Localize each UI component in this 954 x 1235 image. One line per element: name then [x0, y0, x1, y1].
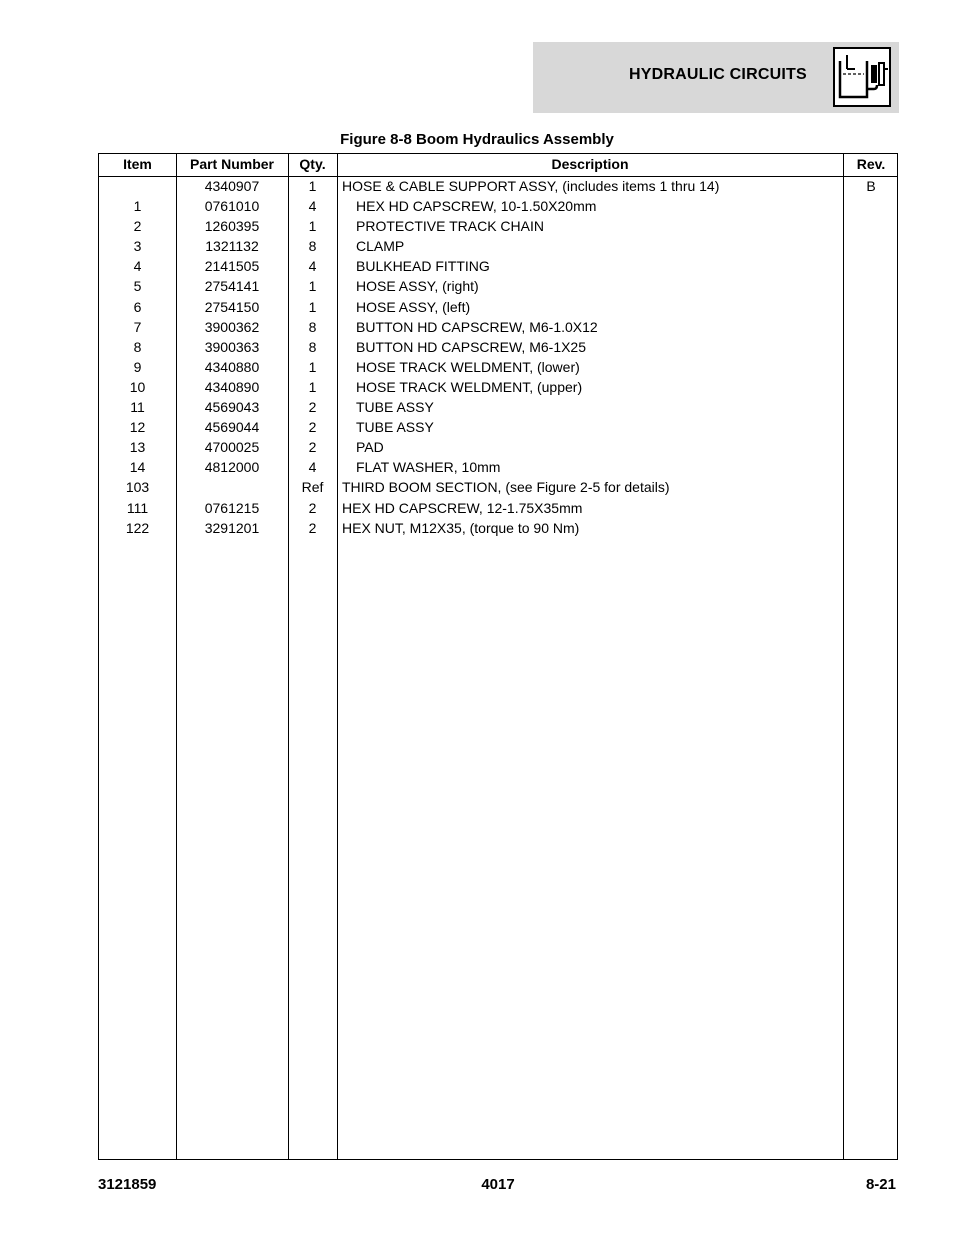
part-number-cell: 0761010	[204, 198, 260, 215]
qty-cell: 8	[308, 238, 317, 255]
description-cell: HOSE TRACK WELDMENT, (upper)	[356, 378, 583, 395]
qty-cell: 1	[308, 298, 317, 315]
column-header-rev: Rev.	[856, 156, 886, 172]
part-number-cell: 4340890	[204, 378, 260, 395]
qty-cell: 2	[308, 399, 317, 416]
part-number-cell: 1321132	[205, 238, 259, 255]
table-row	[99, 357, 897, 377]
part-number-cell: 2754141	[204, 278, 260, 295]
part-number-cell: 1260395	[204, 218, 260, 235]
item-cell: 2	[133, 218, 142, 235]
hydraulic-reservoir-icon	[833, 47, 891, 107]
column-header-description: Description	[551, 156, 629, 172]
table-row	[99, 337, 897, 357]
qty-cell: 2	[308, 419, 317, 436]
part-number-cell: 2141505	[204, 258, 260, 275]
item-cell: 3	[133, 238, 142, 255]
section-header-band	[533, 42, 899, 113]
footer-date-code: 4017	[481, 1176, 515, 1193]
item-cell: 9	[133, 358, 142, 375]
item-cell: 103	[125, 479, 150, 496]
item-cell: 13	[129, 439, 146, 456]
item-cell: 6	[133, 298, 142, 315]
description-cell: HOSE ASSY, (left)	[356, 298, 471, 315]
part-number-cell: 4569043	[204, 399, 260, 416]
item-cell: 111	[126, 499, 149, 516]
column-header-qty: Qty.	[299, 156, 326, 172]
description-cell: HEX NUT, M12X35, (torque to 90 Nm)	[342, 519, 580, 536]
qty-cell: 8	[308, 338, 317, 355]
qty-cell: 1	[308, 218, 317, 235]
qty-cell: 1	[308, 378, 317, 395]
table-row	[99, 176, 897, 196]
description-cell: BUTTON HD CAPSCREW, M6-1.0X12	[356, 318, 598, 335]
table-row	[99, 498, 897, 518]
figure-title: Figure 8-8 Boom Hydraulics Assembly	[340, 131, 614, 148]
description-cell: PAD	[356, 439, 384, 456]
qty-cell: 4	[308, 459, 317, 476]
qty-cell: 2	[308, 519, 317, 536]
table-body	[99, 176, 897, 538]
item-cell: 4	[133, 258, 142, 275]
item-cell: 7	[133, 318, 142, 335]
part-number-cell: 4340907	[204, 178, 260, 194]
description-cell: TUBE ASSY	[356, 419, 434, 436]
item-cell: 10	[129, 378, 146, 395]
table-row	[99, 256, 897, 276]
table-row	[99, 518, 897, 538]
table-row	[99, 196, 897, 216]
description-cell: FLAT WASHER, 10mm	[356, 459, 501, 476]
description-cell: BUTTON HD CAPSCREW, M6-1X25	[356, 338, 587, 355]
qty-cell: 4	[308, 258, 317, 275]
item-cell: 122	[125, 519, 150, 536]
table-row	[99, 297, 897, 317]
table-row	[99, 397, 897, 417]
qty-cell: 1	[308, 278, 317, 295]
parts-table	[98, 153, 898, 1160]
table-row	[99, 417, 897, 437]
column-header-item: Item	[123, 156, 152, 172]
qty-cell: Ref	[301, 479, 324, 496]
part-number-cell: 3900363	[204, 338, 260, 355]
table-row	[99, 437, 897, 457]
section-title: HYDRAULIC CIRCUITS	[629, 66, 807, 83]
description-cell: HEX HD CAPSCREW, 12-1.75X35mm	[342, 499, 583, 516]
part-number-cell: 4700025	[204, 439, 260, 456]
part-number-cell: 4812000	[204, 459, 260, 476]
part-number-cell: 0761215	[204, 499, 260, 516]
item-cell: 1	[133, 198, 142, 215]
part-number-cell: 3900362	[204, 318, 260, 335]
table-row	[99, 317, 897, 337]
item-cell: 5	[133, 278, 142, 295]
qty-cell: 8	[308, 318, 317, 335]
item-cell: 12	[129, 419, 146, 436]
part-number-cell: 4340880	[204, 358, 260, 375]
description-cell: HEX HD CAPSCREW, 10-1.50X20mm	[356, 198, 597, 215]
table-row	[99, 377, 897, 397]
table-row	[99, 477, 897, 497]
description-cell: BULKHEAD FITTING	[356, 258, 490, 275]
description-cell: HOSE ASSY, (right)	[356, 278, 479, 295]
description-cell: HOSE TRACK WELDMENT, (lower)	[356, 358, 580, 375]
description-cell: PROTECTIVE TRACK CHAIN	[356, 218, 544, 235]
footer-publication-number: 3121859	[98, 1176, 157, 1193]
part-number-cell: 3291201	[204, 519, 260, 536]
description-cell: TUBE ASSY	[356, 399, 434, 416]
item-cell: 11	[130, 399, 145, 416]
description-cell: HOSE & CABLE SUPPORT ASSY, (includes items 1 thru 14)	[342, 178, 720, 194]
qty-cell: 1	[308, 178, 317, 194]
item-cell: 8	[133, 338, 142, 355]
item-cell: 14	[129, 459, 146, 476]
table-row	[99, 276, 897, 296]
description-cell: CLAMP	[356, 238, 405, 255]
part-number-cell: 2754150	[204, 298, 260, 315]
table-row	[99, 457, 897, 477]
table-row	[99, 236, 897, 256]
column-header-part-number: Part Number	[189, 156, 275, 172]
rev-cell: B	[866, 178, 876, 194]
description-cell: THIRD BOOM SECTION, (see Figure 2-5 for details)	[342, 479, 670, 496]
qty-cell: 1	[308, 358, 317, 375]
table-row	[99, 216, 897, 236]
qty-cell: 2	[308, 499, 317, 516]
part-number-cell: 4569044	[204, 419, 260, 436]
qty-cell: 4	[308, 198, 317, 215]
footer-page-number: 8-21	[865, 1176, 896, 1193]
qty-cell: 2	[308, 439, 317, 456]
